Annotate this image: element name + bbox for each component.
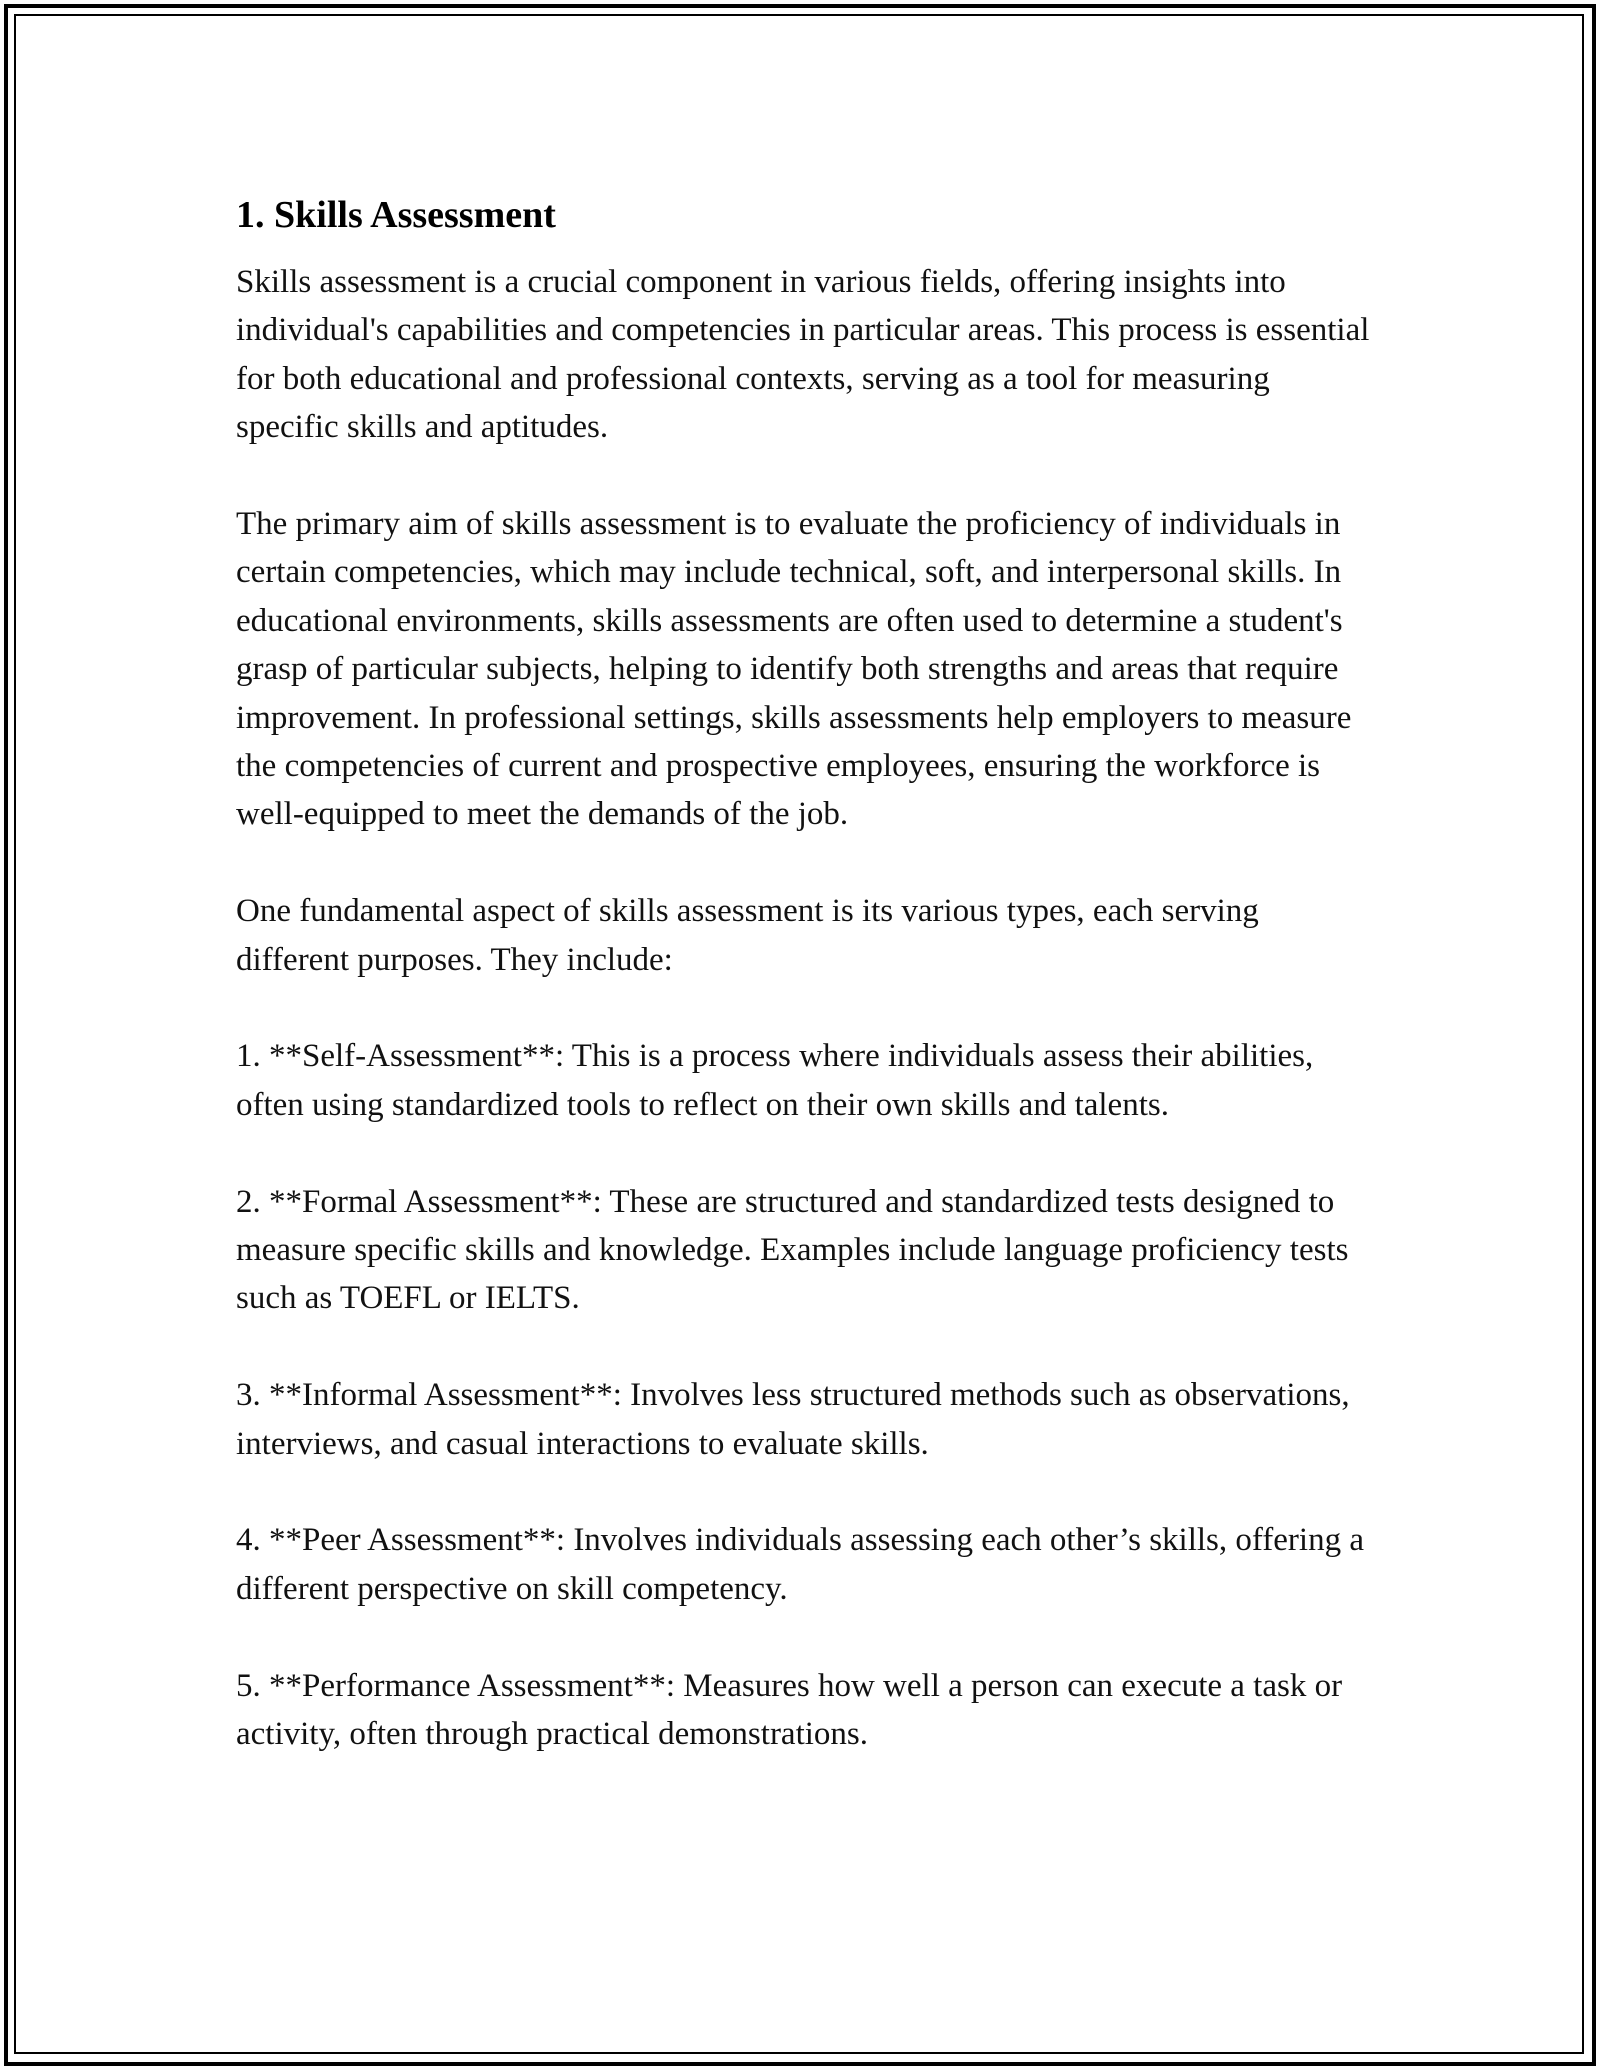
intro-paragraph: Skills assessment is a crucial component in various fields, offering insights into individual's capabilities and competencies in particular areas. This process is essential for both educational and professional contexts, serving as a tool for measuring specific skills and aptitudes. (236, 264, 1370, 446)
aim-paragraph: The primary aim of skills assessment is to evaluate the proficiency of individuals in certain competencies, which may include technical, soft, and interpersonal skills. In educational environments, skills assessments are often used to determine a student's grasp of particular subjects, helping to identify both strengths and areas that require improvement. In professional settings, skills assessments help employers to measure the competencies of current and prospective employees, ensuring the workforce is well-equipped to meet the demands of the job. (236, 506, 1352, 833)
list-item-formal-assessment: 2. **Formal Assessment**: These are structured and standardized tests designed to measure specific skills and knowledge. Examples include language proficiency tests such as TOEFL or IELTS. (236, 1183, 1349, 1317)
section-heading: 1. Skills Assessment (236, 194, 556, 236)
list-item-performance-assessment: 5. **Performance Assessment**: Measures how well a person can execute a task or activity, often through practical demonstrations. (236, 1667, 1343, 1753)
list-item-informal-assessment: 3. **Informal Assessment**: Involves less structured methods such as observations, interviews, and casual interactions to evaluate skills. (236, 1377, 1350, 1462)
types-intro-paragraph: One fundamental aspect of skills assessment is its various types, each serving different purposes. They include: (236, 893, 1259, 978)
document-body (236, 186, 1376, 1758)
list-item-self-assessment: 1. **Self-Assessment**: This is a process where individuals assess their abilities, often using standardized tools to reflect on their own skills and talents. (236, 1038, 1314, 1123)
list-item-peer-assessment: 4. **Peer Assessment**: Involves individuals assessing each other’s skills, offering a different perspective on skill competency. (236, 1522, 1364, 1607)
